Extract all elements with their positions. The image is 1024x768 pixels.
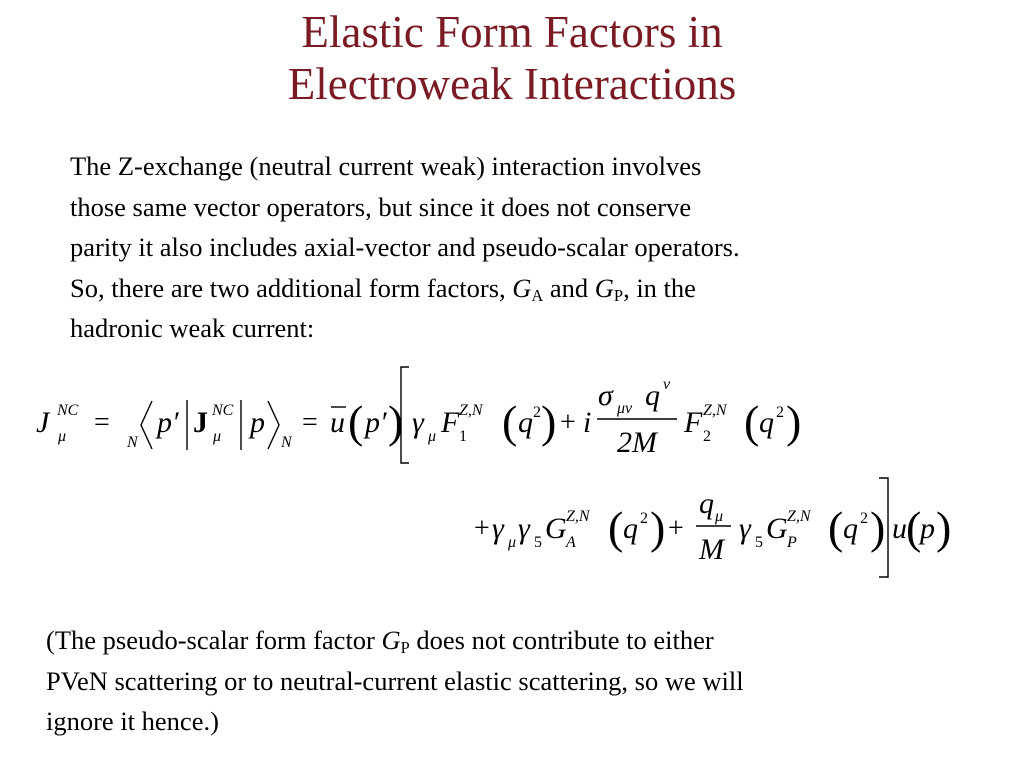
weak-current-equation [0,355,1024,595]
eq-paren-close-6: ) [936,502,952,553]
eq-q-3: q [759,406,774,439]
note-paragraph [46,620,986,742]
eq-equals-1: = [94,407,110,438]
eq-right-angle [268,401,279,449]
eq-u: u [892,512,907,545]
eq-i: i [583,406,592,439]
eq-n-left: N [127,434,138,451]
gp-subscript: P [613,285,624,305]
slide-title [0,6,1024,110]
eq-bold-j-sub-mu: μ [213,428,222,445]
eq-p-prime-2: p′ [365,406,387,439]
intro-line-5: hadronic weak current: [70,313,315,343]
eq-gamma-4: γ [739,512,751,545]
eq-paren-open-1: ( [348,396,364,447]
eq-q-5-sup: 2 [860,510,868,527]
eq-paren-close-1: ) [388,396,404,447]
note-line-1 [46,620,986,661]
eq-gamma-2-sub: μ [508,534,517,551]
intro-line-4-start: So, there are two additional form factors, [70,272,513,303]
eq-q-2-sup: ν [663,376,671,393]
title-line-1: Elastic Form Factors in [301,7,723,57]
eq-j: J [36,406,50,439]
note-gp-symbol: G [381,625,401,655]
ga-subscript: A [531,285,544,305]
intro-paragraph [70,146,970,349]
eq-plus-2: + [474,513,490,544]
eq-f1-sup: Z,N [459,402,483,419]
eq-gamma-1: γ [412,406,424,439]
eq-paren-open-2: ( [502,396,518,447]
eq-f2-sub: 2 [703,428,711,445]
eq-paren-open-4: ( [608,502,624,553]
eq-ga-sub: A [566,534,576,551]
eq-f2-sup: Z,N [703,402,727,419]
eq-left-angle [141,401,152,449]
eq-n-right: N [281,434,292,451]
eq-f1-sub: 1 [459,428,467,445]
eq-f1: F [441,406,460,439]
eq-q-1-sup: 2 [533,404,541,421]
eq-plus-1: + [560,407,576,438]
intro-line-2: those same vector operators, but since it does not conserve [70,191,692,222]
title-line-2: Electroweak Interactions [287,59,737,109]
eq-q-mu-sub: μ [715,508,724,525]
eq-gamma-3: γ [518,512,530,545]
eq-f2: F [684,406,703,439]
eq-sigma: σ [598,379,613,412]
eq-ga: G [545,512,567,545]
eq-p-prime-1: p′ [157,406,179,439]
eq-gp-sub: P [787,534,797,551]
note-line-1-end: does not contribute to either [409,625,714,655]
eq-ga-sup: Z,N [566,508,590,525]
eq-plus-3: + [668,513,684,544]
eq-paren-close-3: ) [786,396,802,447]
eq-j-sup-nc: NC [57,402,79,419]
ga-symbol: G [512,272,532,303]
eq-p-1: p [250,406,265,439]
eq-gp: G [766,512,788,545]
eq-q-3-sup: 2 [776,404,784,421]
eq-q-4: q [623,512,638,545]
eq-paren-open-6: ( [906,502,922,553]
note-line-2: PVeN scattering or to neutral-current elastic scattering, so we will [46,665,744,696]
intro-line-3: parity it also includes axial-vector and pseudo-scalar operators. [70,232,740,262]
eq-u-bar: u [330,406,345,439]
intro-line-1: The Z-exchange (neutral current weak) interaction involves [70,151,702,181]
eq-p-2: p [920,512,935,545]
eq-m: M [699,533,724,566]
eq-q-2: q [645,379,660,412]
intro-line-4 [70,268,970,309]
eq-sigma-sub: μν [617,400,633,417]
eq-paren-open-5: ( [828,502,844,553]
eq-q-1: q [518,406,533,439]
intro-line-4-and: and [543,272,595,303]
eq-gamma-1-sub: μ [428,428,437,445]
note-line-1-start: (The pseudo-scalar form factor [46,625,382,655]
eq-q-mu: q [699,487,714,520]
gp-symbol: G [594,272,614,303]
note-gp-subscript: P [400,638,410,658]
eq-j-sub-mu: μ [58,428,67,445]
eq-gamma-3-sub: 5 [534,534,542,551]
eq-paren-open-3: ( [744,396,760,447]
eq-gamma-4-sub: 5 [755,534,763,551]
intro-line-4-end: , in the [623,272,696,303]
note-line-3: ignore it hence.) [46,706,219,736]
eq-gamma-2: γ [492,512,504,545]
eq-q-5: q [843,512,858,545]
eq-2m: 2M [617,426,657,459]
eq-gp-sup: Z,N [787,508,811,525]
eq-bold-j-sup-nc: NC [212,402,234,419]
eq-paren-close-2: ) [541,396,557,447]
eq-paren-close-4: ) [650,502,666,553]
eq-q-4-sup: 2 [640,510,648,527]
eq-equals-2: = [302,407,318,438]
eq-bold-j: J [193,406,208,439]
eq-paren-close-5: ) [870,502,886,553]
